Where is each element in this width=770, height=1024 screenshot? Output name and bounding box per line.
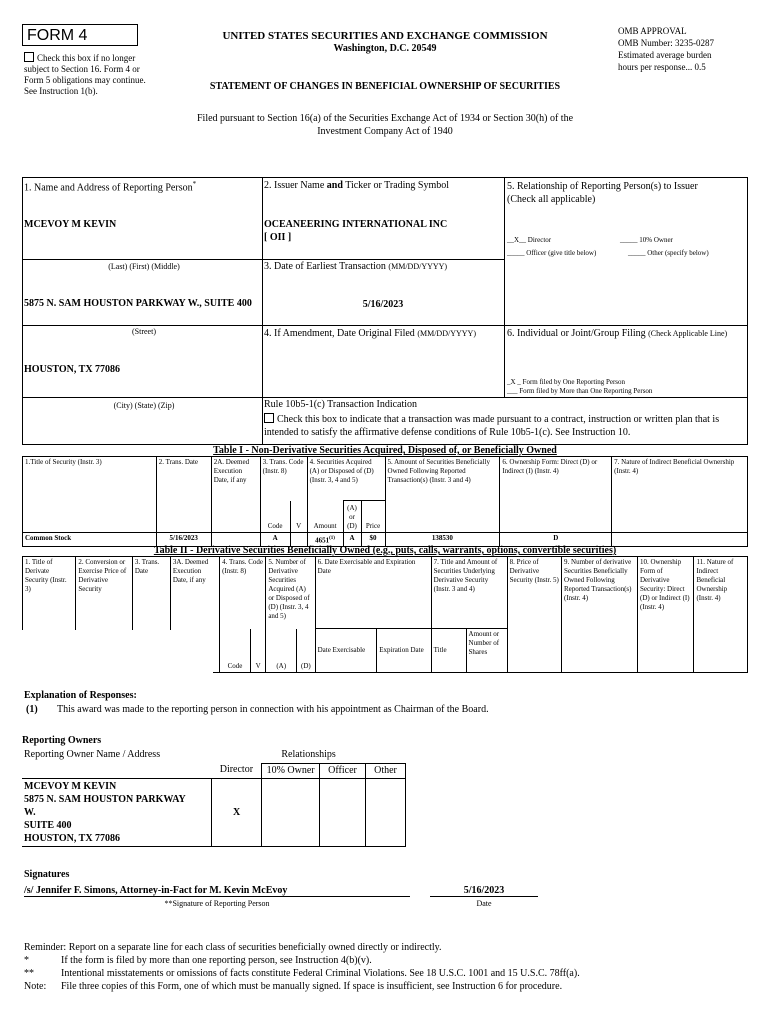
owner-suite: SUITE 400 bbox=[24, 819, 72, 831]
signatures-title: Signatures bbox=[24, 869, 70, 880]
footer-star2 bbox=[24, 967, 754, 980]
box5-label-sub: (Check all applicable) bbox=[507, 194, 596, 205]
form-label: FORM 4 bbox=[27, 27, 88, 44]
table2-sub-d: (D) bbox=[297, 629, 315, 673]
box4-label-text: 4. If Amendment, Date Original Filed bbox=[264, 328, 415, 339]
table1-sub-aord: (A) or (D) bbox=[343, 501, 361, 533]
table2-header-owned: 9. Number of derivative Securities Beneficially Owned Following Reported Transaction(s) (Instr. 4) bbox=[562, 557, 638, 673]
agency-location: Washington, D.C. 20549 bbox=[333, 43, 437, 54]
box2-label-pre: 2. Issuer Name bbox=[264, 180, 327, 191]
table1-sub-v: V bbox=[290, 501, 307, 533]
footer-star1-mark: * bbox=[24, 955, 29, 966]
group-filing-option[interactable]: ___ Form filed by More than One Reporting Person bbox=[507, 387, 653, 395]
table2-header-exercisable: 6. Date Exercisable and Expiration Date bbox=[315, 557, 431, 629]
other-option[interactable]: _____ Other (specify below) bbox=[628, 249, 709, 257]
footer-star2-text: Intentional misstatements or omissions of facts constitute Federal Criminal Violations. See 18 U.S.C. 1001 and 15 U.S.C. 78ff(a). bbox=[61, 968, 580, 979]
owner-street: 5875 N. SAM HOUSTON PARKWAY bbox=[24, 793, 186, 805]
box1-label-mark: * bbox=[192, 180, 197, 188]
table1-sub-code: Code bbox=[260, 501, 290, 533]
row-code: A bbox=[260, 533, 290, 547]
footer-star2-mark: ** bbox=[24, 968, 34, 979]
divider bbox=[262, 259, 504, 260]
owner-street-cont: W. bbox=[24, 806, 36, 818]
name-caption: (Last) (First) (Middle) bbox=[108, 262, 180, 271]
table2-header-date: 3. Trans. Date bbox=[132, 557, 170, 673]
signature-caption: **Signature of Reporting Person bbox=[164, 899, 270, 908]
box3-label-text: 3. Date of Earliest Transaction bbox=[264, 261, 386, 272]
table1-title: Table I - Non-Derivative Securities Acquired, Disposed of, or Beneficially Owned bbox=[213, 445, 557, 456]
reporting-owners-title: Reporting Owners bbox=[22, 735, 102, 746]
rule-10b5-block bbox=[264, 413, 746, 439]
signature-date: 5/16/2023 bbox=[430, 885, 538, 897]
table1-header-title: 1.Title of Security (Instr. 3) bbox=[23, 457, 157, 533]
omb-approval bbox=[618, 25, 758, 73]
divider bbox=[22, 325, 262, 326]
table1-header-owned: 5. Amount of Securities Beneficially Owned Following Reported Transaction(s) (Instr. 3 and 4) bbox=[385, 457, 500, 533]
table1-sub-amount: Amount bbox=[307, 501, 343, 533]
date-caption: Date bbox=[476, 899, 492, 908]
filed-pursuant-line1: Filed pursuant to Section 16(a) of the Securities Exchange Act of 1934 or Section 30(h) of the bbox=[196, 113, 574, 124]
reporting-person-city: HOUSTON, TX 77086 bbox=[24, 364, 121, 375]
table2-sub-a: (A) bbox=[266, 629, 297, 673]
table2-header-deemed: 3A. Deemed Execution Date, if any bbox=[170, 557, 219, 673]
reporting-person-name: MCEVOY M KEVIN bbox=[24, 219, 117, 230]
filed-pursuant bbox=[100, 112, 670, 138]
owner-ten-percent-mark bbox=[262, 778, 320, 846]
owners-col-director: Director bbox=[212, 763, 262, 778]
row-transaction-date: 5/16/2023 bbox=[156, 533, 211, 547]
owners-col-name: Reporting Owner Name / Address bbox=[22, 748, 212, 778]
row-security-title: Common Stock bbox=[23, 533, 157, 547]
table2-header-code: 4. Trans. Code (Instr. 8) bbox=[220, 557, 266, 629]
table1-header-date: 2. Trans. Date bbox=[156, 457, 211, 533]
box2-label-and: and bbox=[326, 180, 343, 191]
table1-header-code: 3. Trans. Code (Instr. 8) bbox=[260, 457, 307, 501]
table2-header-number: 5. Number of Derivative Securities Acquired (A) or Disposed of (D) (Instr. 3, 4 and 5) bbox=[266, 557, 315, 629]
footer-note-text: File three copies of this Form, one of which must be manually signed. If space is insufficient, see Instruction 6 for procedure. bbox=[61, 981, 563, 992]
street-caption: (Street) bbox=[132, 327, 156, 336]
owners-col-ten-percent: 10% Owner bbox=[262, 763, 320, 778]
footer-star1-text: If the form is filed by more than one reporting person, see Instruction 4(b)(v). bbox=[61, 955, 372, 966]
divider bbox=[22, 259, 262, 260]
issuer-ticker: [ OII ] bbox=[264, 232, 292, 243]
box3-label bbox=[264, 261, 447, 272]
owner-address bbox=[22, 778, 212, 846]
row-amount-note: (1) bbox=[329, 536, 335, 541]
box1-label-text: 1. Name and Address of Reporting Person bbox=[24, 182, 193, 194]
box3-label-format: (MM/DD/YYYY) bbox=[388, 262, 448, 271]
table1-header-nature: 7. Nature of Indirect Beneficial Ownership (Instr. 4) bbox=[612, 457, 748, 533]
rule-10b5-title: Rule 10b5-1(c) Transaction Indication bbox=[264, 399, 418, 410]
box2-label bbox=[264, 180, 449, 191]
owners-col-relationships: Relationships bbox=[281, 749, 336, 760]
box5-label-text: 5. Relationship of Reporting Person(s) to Issuer bbox=[507, 181, 698, 192]
no-longer-subject-checkbox[interactable] bbox=[24, 52, 34, 62]
table1-header-deemed: 2A. Deemed Execution Date, if any bbox=[211, 457, 260, 533]
row-price: $0 bbox=[361, 533, 385, 547]
omb-burden: Estimated average burden bbox=[618, 50, 712, 60]
table2-sub-code: Code bbox=[220, 629, 251, 673]
agency-name: UNITED STATES SECURITIES AND EXCHANGE COMMISSION bbox=[222, 30, 548, 42]
footer-note-mark: Note: bbox=[24, 981, 47, 992]
table2-header-conversion: 2. Conversion or Exercise Price of Derivative Security bbox=[76, 557, 132, 673]
owners-col-other: Other bbox=[366, 763, 406, 778]
row-ownership-form: D bbox=[500, 533, 612, 547]
footer-reminder: Reminder: Report on a separate line for each class of securities beneficially owned directly or indirectly. bbox=[24, 942, 442, 953]
owner-other-mark bbox=[366, 778, 406, 846]
row-owned: 138530 bbox=[385, 533, 500, 547]
box2-label-post: Ticker or Trading Symbol bbox=[342, 180, 450, 191]
table2-left-mask bbox=[21, 630, 213, 674]
divider bbox=[504, 177, 505, 397]
box1-label bbox=[24, 180, 196, 193]
owners-col-officer: Officer bbox=[320, 763, 366, 778]
signature-text: /s/ Jennifer F. Simons, Attorney-in-Fact for M. Kevin McEvoy bbox=[24, 885, 410, 897]
omb-title: OMB APPROVAL bbox=[618, 26, 687, 36]
footer-star1 bbox=[24, 954, 754, 967]
table2-header-nature: 11. Nature of Indirect Beneficial Ownership (Instr. 4) bbox=[694, 557, 748, 673]
reporting-owners-table bbox=[22, 748, 406, 847]
box6-label bbox=[507, 328, 747, 340]
form-label-box bbox=[22, 24, 138, 46]
table2-sub-expiration: Expiration Date bbox=[377, 629, 431, 673]
table2-header-title: 1. Title of Derivate Security (Instr. 3) bbox=[23, 557, 76, 673]
table1 bbox=[22, 456, 748, 547]
divider bbox=[262, 325, 748, 326]
earliest-transaction-date: 5/16/2023 bbox=[362, 299, 404, 310]
table2-sub-exercisable: Date Exercisable bbox=[315, 629, 377, 673]
table2-header-form: 10. Ownership Form of Derivative Security: Direct (D) or Indirect (I) (Instr. 4) bbox=[638, 557, 694, 673]
box4-label bbox=[264, 328, 476, 339]
rule-10b5-checkbox[interactable] bbox=[264, 413, 274, 423]
box6-label-text: 6. Individual or Joint/Group Filing bbox=[507, 328, 646, 339]
reporting-person-street: 5875 N. SAM HOUSTON PARKWAY W., SUITE 400 bbox=[24, 298, 252, 309]
owner-officer-mark bbox=[320, 778, 366, 846]
one-person-filing-option[interactable]: _X _ Form filed by One Reporting Person bbox=[507, 378, 626, 386]
owner-director-mark: X bbox=[212, 778, 262, 846]
table1-header-securities: 4. Securities Acquired (A) or Disposed of (D) (Instr. 3, 4 and 5) bbox=[307, 457, 385, 501]
explanation-title: Explanation of Responses: bbox=[24, 690, 137, 701]
city-caption: (City) (State) (Zip) bbox=[113, 401, 175, 410]
statement-title: STATEMENT OF CHANGES IN BENEFICIAL OWNERSHIP OF SECURITIES bbox=[209, 81, 561, 92]
divider bbox=[22, 397, 748, 398]
table1-header-form: 6. Ownership Form: Direct (D) or Indirect (I) (Instr. 4) bbox=[500, 457, 612, 533]
table2-sub-title: Title bbox=[431, 629, 466, 673]
row-amount-value: 4651 bbox=[315, 536, 330, 545]
table2-header-underlying: 7. Title and Amount of Securities Underlying Derivative Security (Instr. 3 and 4) bbox=[431, 557, 507, 629]
ten-percent-owner-option[interactable]: _____ 10% Owner bbox=[620, 236, 673, 244]
issuer-name: OCEANEERING INTERNATIONAL INC bbox=[264, 219, 448, 230]
no-longer-subject-checkbox-block bbox=[24, 52, 152, 97]
officer-option[interactable]: _____ Officer (give title below) bbox=[507, 249, 597, 257]
explanation-text: This award was made to the reporting person in connection with his appointment as Chairman of the Board. bbox=[57, 704, 489, 715]
row-aord: A bbox=[343, 533, 361, 547]
owner-name: MCEVOY M KEVIN bbox=[24, 780, 117, 792]
box4-label-format: (MM/DD/YYYY) bbox=[417, 329, 476, 338]
director-option[interactable]: __X__ Director bbox=[507, 236, 552, 244]
no-longer-subject-text: Check this box if no longer subject to Section 16. Form 4 or Form 5 obligations may continue. See Instruction 1(b). bbox=[24, 53, 146, 96]
filed-pursuant-line2: Investment Company Act of 1940 bbox=[317, 126, 453, 137]
table2-sub-amount: Amount or Number of Shares bbox=[466, 629, 507, 673]
table2-header-price: 8. Price of Derivative Security (Instr. 5) bbox=[507, 557, 561, 673]
rule-10b5-text: Check this box to indicate that a transaction was made pursuant to a contract, instruction or written plan that is intended to satisfy the affirmative defense conditions of Rule 10b5-1(c). See Instruction 10. bbox=[264, 414, 720, 438]
explanation-number: (1) bbox=[26, 704, 38, 715]
table2-sub-v: V bbox=[250, 629, 265, 673]
table1-sub-price: Price bbox=[361, 501, 385, 533]
table2-title: Table II - Derivative Securities Beneficially Owned (e.g., puts, calls, warrants, options, convertible securities) bbox=[153, 545, 617, 556]
omb-number: OMB Number: 3235-0287 bbox=[618, 38, 714, 48]
omb-hours: hours per response... 0.5 bbox=[618, 62, 706, 72]
footer bbox=[24, 941, 754, 993]
box5-label bbox=[507, 180, 747, 206]
table-row bbox=[22, 778, 406, 846]
footer-note bbox=[24, 980, 754, 993]
owner-city: HOUSTON, TX 77086 bbox=[24, 832, 121, 844]
box6-label-small: (Check Applicable Line) bbox=[648, 329, 728, 338]
